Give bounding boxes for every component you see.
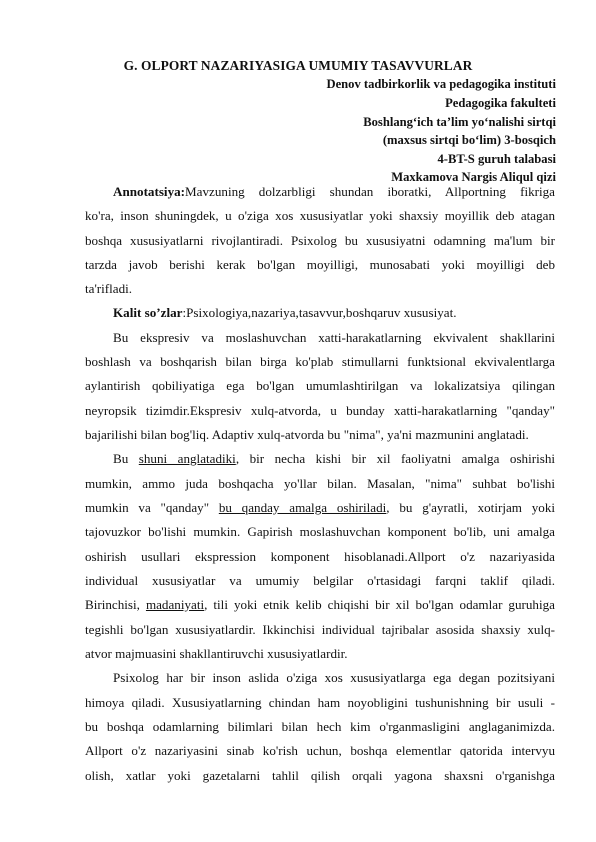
paragraph-line: tegishli bo'lgan xususiyatlardir. Ikkinchisi individual tajribalar asosida shaxsiy xulq- [85, 622, 555, 637]
abstract-line: tarzda javob berishi kerak bo'lgan moyilligi, munosabati yoki moyilligi deb [85, 257, 555, 272]
underlined-phrase: madaniyati [145, 597, 205, 612]
paragraph-line: individual xususiyatlar va umumiy belgilar o'rtasidagi farqni taklif qiladi. [85, 573, 555, 588]
abstract-line: ta'rifladi. [85, 281, 133, 296]
paragraph-line: bajarilishi bilan bog'liq. Adaptiv xulq-atvorda bu "nima", ya'ni mazmunini anglatadi. [85, 427, 529, 442]
paragraph-line: Birinchisi, madaniyati, tili yoki etnik kelib chiqishi bir xil bo'lgan odamlar guruhiga [85, 597, 555, 612]
paragraph-line: bu boshqa odamlarning bilimlari bilan hech kim o'rganmasligini anglaganimizda. [85, 719, 555, 734]
keywords-label: Kalit so’zlar [113, 305, 183, 320]
abstract-label: Annotatsiya: [113, 184, 186, 199]
author-name: Maxkamova Nargis Aliqul qizi [391, 170, 556, 184]
institute-line: Denov tadbirkorlik va pedagogika instituti [326, 77, 556, 91]
paragraph-line: oshirish usullari ekspression komponent hisoblanadi.Allport o'z nazariyasida [85, 549, 555, 564]
paragraph-line: atvor majmuasini shakllantiruvchi xususiyatlardir. [85, 646, 348, 661]
paragraph-line: mumkin, ammo juda boshqacha yo'llar bilan. Masalan, "nima" suhbat bo'lishi [85, 476, 555, 491]
paragraph-line: Bu shuni anglatadiki, bir necha kishi bir xil faoliyatni amalga oshirishi [113, 451, 556, 466]
paragraph-line: mumkin va "qanday" bu qanday amalga oshiriladi, bu g'ayratli, xotirjam yoki [85, 500, 555, 515]
group-line: 4-BT-S guruh talabasi [437, 152, 556, 166]
abstract-line: boshqa xususiyatlarni rivojlantiradi. Psixolog bu xususiyatni odamning ma'lum bir [85, 233, 555, 248]
paragraph-line: aylantirish qobiliyatiga ega bo'lgan umumlashtirilgan va lokalizatsiya qilingan [85, 378, 555, 393]
paragraph-line: tajovuzkor bo'lishi mumkin. Gapirish moslashuvchan komponent bo'lib, uni amalga [85, 524, 555, 539]
paragraph-line: boshlash va boshqarish bilan birga ko'plab stimullarni funktsional ekvivalentlarga [85, 354, 555, 369]
abstract-line: ko'ra, inson shuningdek, u o'ziga xos xususiyatlar yoki shaxsiy moyillik deb atagan [85, 208, 555, 223]
program-line: Boshlang‘ich ta’lim yo‘nalishi sirtqi [363, 115, 556, 129]
paragraph-line: Psixolog har bir inson aslida o'ziga xos xususiyatlarga ega degan pozitsiyani [113, 670, 555, 685]
article-title: G. OLPORT NAZARIYASIGA UMUMIY TASAVVURLAR [123, 58, 473, 73]
underlined-phrase: bu qanday amalga oshiriladi [218, 500, 387, 515]
paragraph-line: himoya qiladi. Xususiyatlarning chindan ham noyobligini tushunishning bir usuli - [85, 695, 555, 710]
faculty-line: Pedagogika fakulteti [445, 96, 556, 110]
paragraph-line: olish, xatlar yoki gazetalarni tahlil qilish orqali yagona shaxsni o'rganishga [85, 768, 555, 783]
abstract-line: Annotatsiya:Mavzuning dolzarbligi shundan iboratki, Allportning fikriga [113, 184, 555, 199]
paragraph-line: Bu ekspresiv va moslashuvchan xatti-harakatlarning ekvivalent shakllarini [113, 330, 555, 345]
underlined-phrase: shuni anglatadiki [138, 451, 236, 466]
paragraph-line: neyropsik tizimdir.Ekspresiv xulq-atvorda, u bunday xatti-harakatlarning "qanday" [85, 403, 555, 418]
keywords-line: Kalit so’zlar:Psixologiya,nazariya,tasavvur,boshqaruv xususiyat. [113, 305, 457, 320]
paragraph-line: Allport o'z nazariyasini sinab ko'rish uchun, boshqa elementlar qatorida intervyu [85, 743, 555, 758]
department-line: (maxsus sirtqi bo‘lim) 3-bosqich [382, 133, 556, 147]
